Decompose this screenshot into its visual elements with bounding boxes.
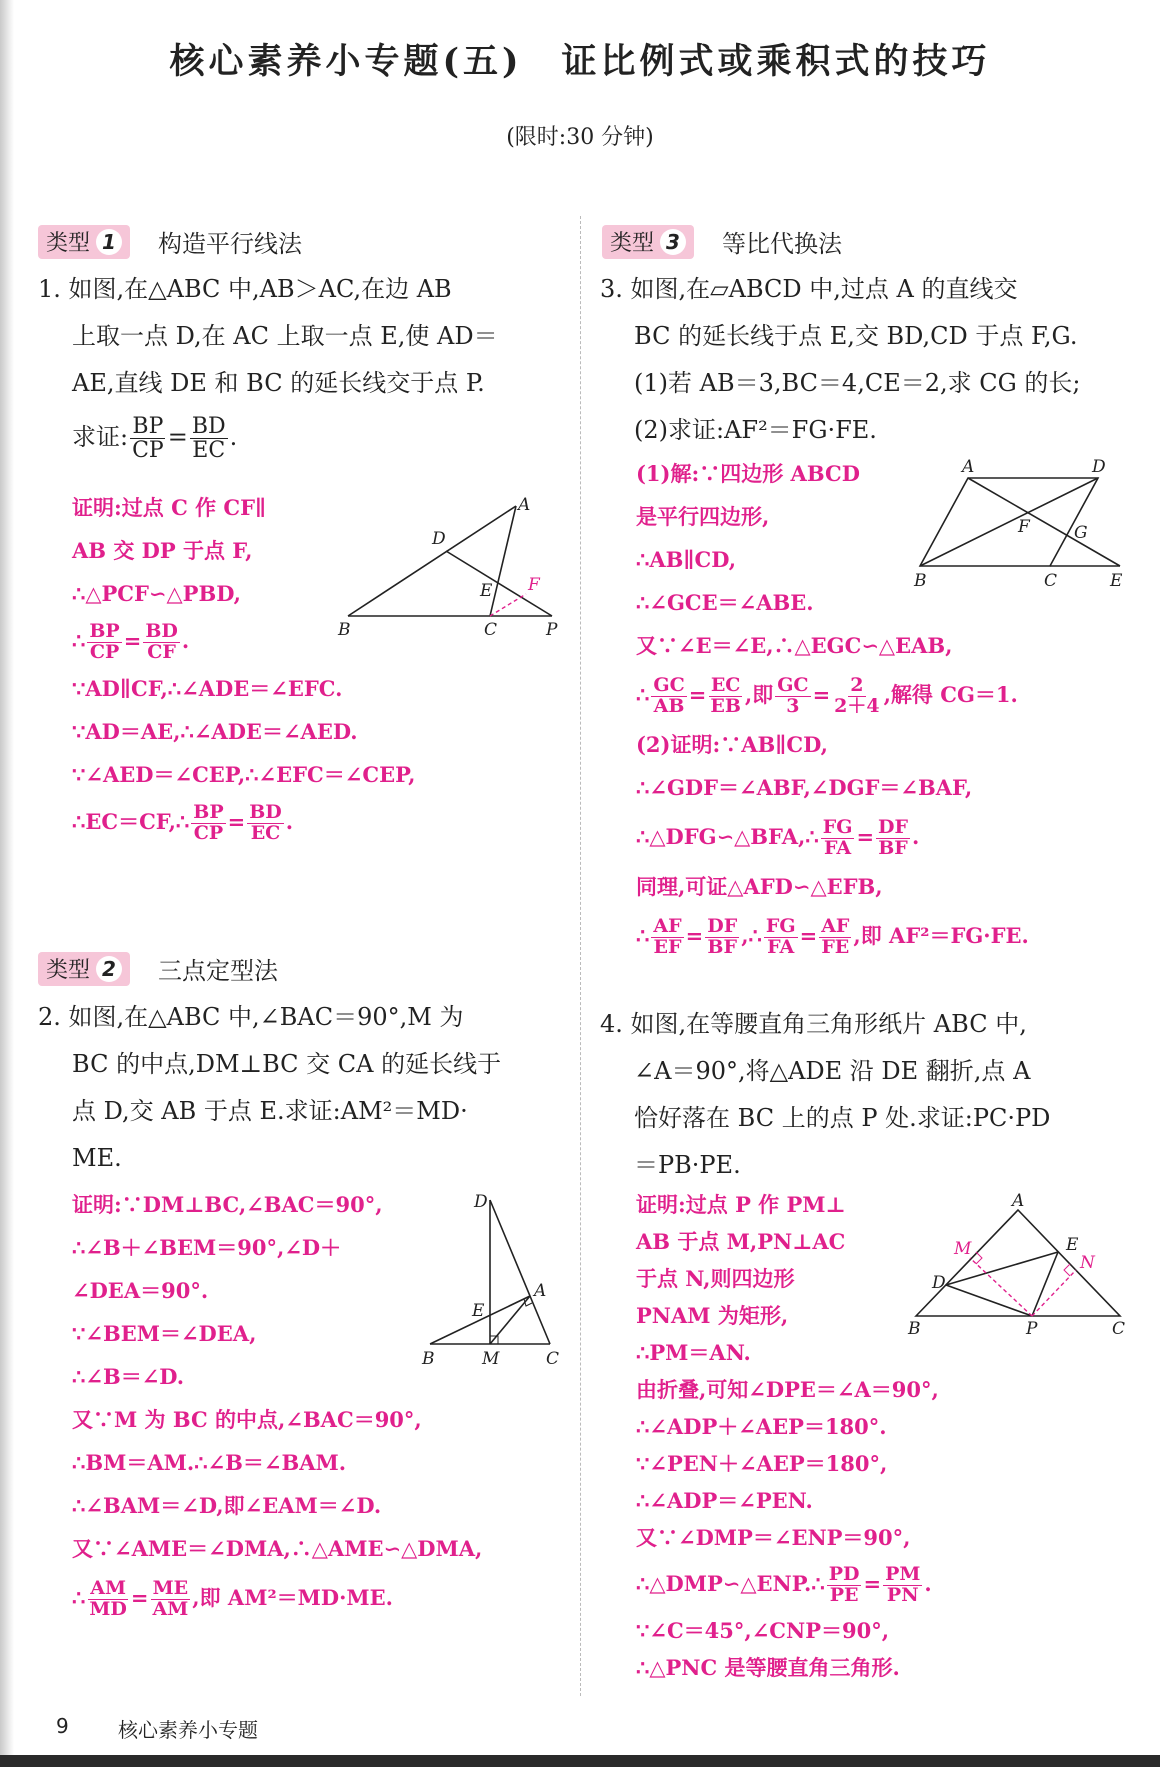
solution-line: 又∵M 为 BC 的中点,∠BAC＝90°,: [72, 1407, 422, 1432]
denominator: MD: [89, 1598, 127, 1620]
q2-figure: [420, 1192, 570, 1372]
solution-line: ∵∠PEN＋∠AEP＝180°,: [636, 1451, 888, 1476]
solution-line: (1)解:∵四边形 ABCD: [636, 461, 860, 486]
label-N: N: [1080, 1253, 1095, 1273]
text: ∴: [72, 1585, 86, 1610]
solution-line: [636, 667, 1029, 723]
equals: =: [227, 809, 246, 834]
solution-line: ∴∠ADP＋∠AEP＝180°.: [636, 1414, 887, 1439]
text: .: [285, 809, 294, 834]
type-number: 2: [96, 956, 122, 982]
fraction: [883, 1565, 922, 1606]
numerator: GC: [777, 674, 809, 697]
solution-line: 由折叠,可知∠DPE＝∠A＝90°,: [636, 1377, 939, 1402]
denominator: AB: [653, 695, 685, 717]
numerator: BP: [89, 620, 120, 643]
fraction: [764, 917, 798, 958]
solution-line: [636, 1556, 939, 1612]
type-number: 1: [96, 229, 122, 255]
numerator: AF: [653, 915, 682, 938]
q3-line: BC 的延长线于点 E,交 BD,CD 于点 F,G.: [634, 322, 1078, 350]
solution-line: 又∵∠DMP＝∠ENP＝90°,: [636, 1525, 911, 1550]
label-B: B: [908, 1319, 921, 1339]
denominator: PN: [886, 1584, 919, 1606]
solution-line: 同理,可证△AFD∽△EFB,: [636, 874, 883, 899]
text: .: [181, 628, 190, 653]
type-3-badge: [602, 225, 694, 259]
label-F: F: [528, 575, 540, 595]
fraction: [651, 917, 683, 958]
text: ∴EC＝CF,∴: [72, 809, 190, 834]
solution-line: ∴∠GDF＝∠ABF,∠DGF＝∠BAF,: [636, 775, 973, 800]
equals: =: [799, 923, 818, 948]
q3-line: 3. 如图,在▱ABCD 中,过点 A 的直线交: [600, 275, 1018, 303]
q4-line: ∠A＝90°,将△ADE 沿 DE 翻折,点 A: [634, 1057, 1031, 1085]
equals: =: [812, 682, 831, 707]
solution-line: [72, 1570, 482, 1626]
footer-text: 核心素养小专题: [118, 1718, 258, 1742]
solution-line: 又∵∠AME＝∠DMA,∴△AME∽△DMA,: [72, 1536, 483, 1561]
solution-line: 证明:∵DM⊥BC,∠BAC＝90°,: [72, 1192, 383, 1217]
fraction: [705, 917, 739, 958]
denominator: EF: [653, 936, 682, 958]
type-title: 三点定型法: [158, 957, 279, 985]
fraction: [876, 818, 910, 859]
text: ∴: [636, 682, 650, 707]
solution-line: ∵∠C＝45°,∠CNP＝90°,: [636, 1618, 890, 1643]
period: .: [229, 423, 238, 451]
type-2-header: [38, 951, 278, 986]
numerator: BP: [193, 801, 224, 824]
label-B: B: [422, 1349, 435, 1369]
numerator: PM: [885, 1563, 921, 1586]
text: ,解得 CG＝1.: [883, 682, 1018, 707]
text: ,即 AM²＝MD·ME.: [192, 1585, 393, 1610]
solution-line: PNAM 为矩形,: [636, 1303, 789, 1328]
label-M: M: [954, 1239, 972, 1259]
numerator: BP: [132, 413, 164, 439]
solution-line: 证明:过点 P 作 PM⊥: [636, 1192, 846, 1217]
denominator: BF: [878, 837, 908, 859]
type-1-header: [38, 224, 302, 259]
equals: =: [863, 1571, 882, 1596]
fraction: [832, 676, 881, 717]
bottom-bar: [0, 1755, 1160, 1767]
q2-line: 点 D,交 AB 于点 E.求证:AM²＝MD·: [72, 1097, 468, 1125]
q4-line: 4. 如图,在等腰直角三角形纸片 ABC 中,: [600, 1010, 1027, 1038]
label-D: D: [432, 529, 446, 549]
label-C: C: [1044, 571, 1058, 591]
q4-line: ＝PB·PE.: [634, 1151, 741, 1179]
denominator: CP: [89, 641, 120, 663]
q2-line: 2. 如图,在△ABC 中,∠BAC＝90°,M 为: [38, 1003, 464, 1031]
text: ,∴: [741, 923, 762, 948]
equals: =: [856, 824, 875, 849]
denominator: CP: [132, 438, 164, 463]
q1-line: 上取一点 D,在 AC 上取一点 E,使 AD＝: [72, 322, 498, 350]
solution-line: AB 于点 M,PN⊥AC: [636, 1229, 846, 1254]
solution-line: ∴△PNC 是等腰直角三角形.: [636, 1655, 900, 1680]
label-C: C: [546, 1349, 560, 1369]
denominator: FA: [767, 936, 795, 958]
label-D: D: [1092, 457, 1106, 477]
fraction: [247, 803, 284, 844]
fraction: [775, 676, 810, 717]
numerator: 2: [850, 674, 864, 697]
solution-line: 又∵∠E＝∠E,∴△EGC∽△EAB,: [636, 633, 953, 658]
denominator: BF: [707, 936, 737, 958]
label-F: F: [1018, 517, 1030, 537]
solution-line: [636, 908, 1029, 964]
denominator: EC: [192, 438, 226, 463]
q1-line: AE,直线 DE 和 BC 的延长线交于点 P.: [72, 369, 485, 397]
fraction: [190, 415, 228, 462]
solution-line: ∵AD∥CF,∴∠ADE＝∠EFC.: [72, 676, 343, 701]
label-A: A: [1012, 1192, 1025, 1211]
text: ∴: [636, 923, 650, 948]
solution-line: ∴∠B＝∠D.: [72, 1364, 185, 1389]
solution-line: [72, 796, 415, 848]
denominator: FA: [824, 837, 852, 859]
numerator: GC: [653, 674, 685, 697]
type-label: 类型: [46, 958, 91, 983]
label-C: C: [1112, 1319, 1126, 1339]
solution-line: [636, 809, 1029, 865]
fraction: [819, 917, 851, 958]
time-limit: (限时:30 分钟): [506, 125, 654, 150]
fraction: [87, 622, 121, 663]
numerator: EC: [710, 674, 741, 697]
fraction: [130, 415, 166, 462]
question-1: [38, 266, 498, 467]
q3-figure: [906, 454, 1138, 594]
type-title: 构造平行线法: [158, 230, 303, 258]
label-B: B: [914, 571, 927, 591]
type-2-badge: [38, 952, 130, 986]
denominator: FE: [821, 936, 850, 958]
label-P: P: [1026, 1319, 1038, 1339]
q3-line: (1)若 AB＝3,BC＝4,CE＝2,求 CG 的长;: [634, 369, 1081, 397]
type-label: 类型: [46, 231, 91, 256]
numerator: BD: [145, 620, 178, 643]
solution-line: ∵∠AED＝∠CEP,∴∠EFC＝∠CEP,: [72, 762, 416, 787]
denominator: PE: [829, 1584, 859, 1606]
numerator: DF: [707, 915, 738, 938]
label-E: E: [1066, 1235, 1079, 1255]
type-3-header: [602, 224, 842, 259]
fraction: [143, 622, 180, 663]
numerator: FG: [765, 915, 796, 938]
denominator: AM: [152, 1598, 189, 1620]
q2-line: ME.: [72, 1144, 122, 1172]
denominator: EC: [250, 822, 281, 844]
fraction: [191, 803, 225, 844]
solution-line: 是平行四边形,: [636, 504, 770, 529]
solution-line: ∴BM＝AM.∴∠B＝∠BAM.: [72, 1450, 347, 1475]
question-4: [600, 1001, 1050, 1189]
solution-line: ∴∠B＋∠BEM＝90°,∠D＋: [72, 1235, 342, 1260]
q3-line: (2)求证:AF²＝FG·FE.: [634, 416, 877, 444]
label-E: E: [1110, 571, 1123, 591]
q4-solution: [636, 1186, 939, 1686]
claim-prefix: 求证:: [72, 423, 129, 451]
label-A: A: [518, 496, 531, 515]
fraction: [821, 818, 855, 859]
q1-claim: [38, 407, 498, 467]
label-D: D: [932, 1273, 946, 1293]
numerator: DF: [878, 816, 909, 839]
q4-figure: [904, 1192, 1126, 1340]
q2-line: BC 的中点,DM⊥BC 交 CA 的延长线于: [72, 1050, 502, 1078]
solution-line: 于点 N,则四边形: [636, 1266, 795, 1291]
text: .: [924, 1571, 932, 1596]
fraction: [151, 1579, 191, 1620]
page-number: 9: [56, 1714, 69, 1738]
numerator: FG: [822, 816, 853, 839]
solution-line: ∠DEA＝90°.: [72, 1278, 209, 1303]
denominator: EB: [710, 695, 741, 717]
equals: =: [688, 682, 707, 707]
solution-line: ∴PM＝AN.: [636, 1340, 751, 1365]
text: .: [912, 824, 920, 849]
solution-line: AB 交 DP 于点 F,: [72, 538, 253, 563]
column-divider: [580, 216, 581, 1696]
page-title: 核心素养小专题(五) 证比例式或乘积式的技巧: [169, 41, 991, 82]
label-A: A: [962, 457, 975, 477]
label-M: M: [482, 1349, 500, 1369]
equals: =: [130, 1585, 149, 1610]
type-number: 3: [660, 229, 686, 255]
equals: =: [167, 423, 188, 451]
label-G: G: [1074, 523, 1088, 543]
solution-line: ∴∠GCE＝∠ABE.: [636, 590, 814, 615]
q1-line: 1. 如图,在△ABC 中,AB＞AC,在边 AB: [38, 275, 452, 303]
type-label: 类型: [610, 231, 655, 256]
fraction: [827, 1565, 862, 1606]
text: ,即: [744, 682, 774, 707]
equals: =: [123, 628, 142, 653]
solution-line: (2)证明:∵AB∥CD,: [636, 732, 828, 757]
label-B: B: [338, 620, 351, 640]
type-1-badge: [38, 225, 130, 259]
denominator: 3: [786, 695, 800, 717]
label-D: D: [474, 1192, 488, 1212]
solution-line: ∴∠BAM＝∠D,即∠EAM＝∠D.: [72, 1493, 382, 1518]
text: ∴: [72, 628, 86, 653]
numerator: ME: [152, 1577, 189, 1600]
fraction: [708, 676, 743, 717]
numerator: BD: [249, 801, 282, 824]
solution-line: ∴AB∥CD,: [636, 547, 737, 572]
equals: =: [685, 923, 704, 948]
question-2: [38, 994, 501, 1182]
question-3: [600, 266, 1081, 454]
numerator: AM: [90, 1577, 127, 1600]
label-A: A: [534, 1281, 547, 1301]
label-E: E: [480, 581, 493, 601]
solution-line: 证明:过点 C 作 CF∥: [72, 495, 267, 520]
denominator: 2＋4: [834, 695, 880, 717]
q4-line: 恰好落在 BC 上的点 P 处.求证:PC·PD: [634, 1104, 1051, 1132]
numerator: BD: [191, 413, 226, 439]
label-C: C: [484, 620, 498, 640]
solution-line: ∵AD＝AE,∴∠ADE＝∠AED.: [72, 719, 358, 744]
denominator: CF: [147, 641, 176, 663]
type-title: 等比代换法: [722, 230, 843, 258]
label-P: P: [546, 620, 558, 640]
solution-line: ∵∠BEM＝∠DEA,: [72, 1321, 257, 1346]
fraction: [87, 1579, 129, 1620]
fraction: [651, 676, 686, 717]
text: ,即 AF²＝FG·FE.: [853, 923, 1029, 948]
page-edge-shadow: [0, 0, 14, 1767]
numerator: AF: [821, 915, 850, 938]
text: ∴△DMP∽△ENP.∴: [636, 1571, 825, 1596]
q1-figure: [336, 496, 576, 644]
denominator: CP: [193, 822, 224, 844]
solution-line: ∴∠ADP＝∠PEN.: [636, 1488, 813, 1513]
solution-line: ∴△PCF∽△PBD,: [72, 581, 241, 606]
text: ∴△DFG∽△BFA,∴: [636, 824, 819, 849]
label-E: E: [472, 1301, 485, 1321]
numerator: PD: [828, 1563, 860, 1586]
